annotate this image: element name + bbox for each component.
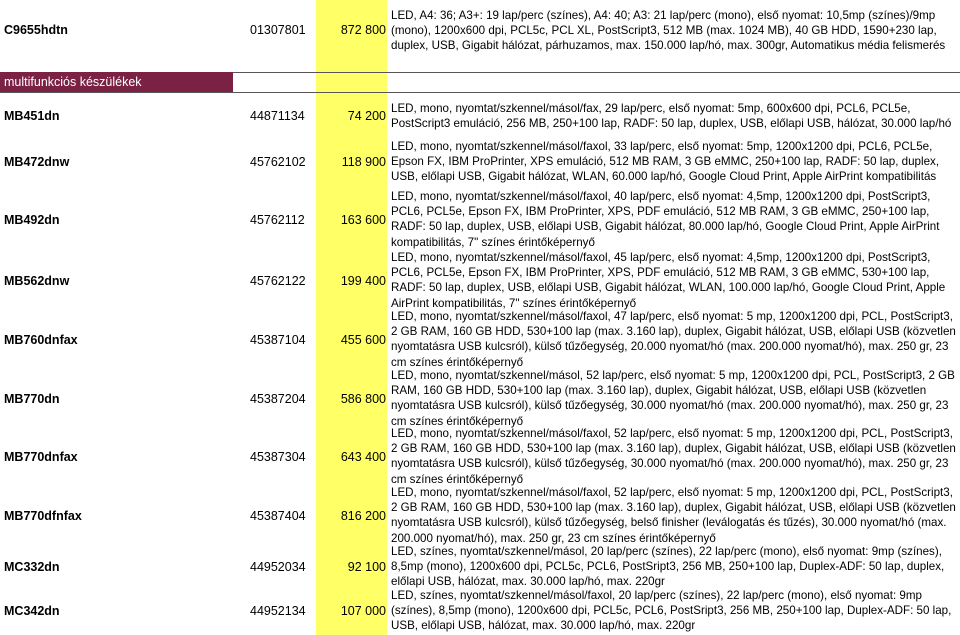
code-cell: 45762102 bbox=[250, 155, 306, 169]
description-cell bbox=[391, 139, 958, 185]
description-line: LED, mono, nyomtat/szkennel/másol/faxol, 45 lap/perc, első nyomat: 4,5mp, 1200x1200 dpi, PostScript3, bbox=[391, 251, 931, 264]
model-cell: MB451dn bbox=[4, 109, 60, 123]
table-row bbox=[0, 97, 960, 135]
model-cell: MB770dn bbox=[4, 392, 60, 406]
code-cell: 45387204 bbox=[250, 392, 306, 406]
description-line: LED, A4: 36; A3+: 19 lap/perc (színes), A4: 40; A3: 21 lap/perc (mono), első nyomat: 10,5mp (színes)/9mp bbox=[391, 9, 936, 22]
description-line: 2 GB RAM, 160 GB HDD, 530+100 lap (max. 3.160 lap), duplex, Gigabit hálózat, USB, előlapi USB (közvetlen bbox=[391, 501, 956, 515]
description-cell bbox=[391, 426, 958, 487]
description-line: LED, mono, nyomtat/szkennel/másol/faxol, 33 lap/perc, első nyomat: 5mp, 1200x1200 dpi, PCL6, PCL5e, bbox=[391, 140, 933, 153]
model-cell: MC332dn bbox=[4, 560, 60, 574]
description-line: nyomtatásra USB kulcsról), külső tűzőegység, 30.000 nyomat/hó (max. 200.000 nyomat/hó), max. 250 gr, 23 bbox=[391, 457, 949, 471]
code-cell: 45387104 bbox=[250, 333, 306, 347]
description-line: PCL6, PCL5e, Epson FX, IBM ProPrinter, XPS, PDF emuláció, 512 MB RAM, 3 GB eMMC, 250+100 lap, bbox=[391, 205, 930, 219]
description-line: AirPrint kompatibilitás, 7" színes érintőképernyő bbox=[391, 296, 637, 310]
code-cell: 45387404 bbox=[250, 509, 306, 523]
description-line: LED, mono, nyomtat/szkennel/másol/faxol, 52 lap/perc, első nyomat: 5 mp, 1200x1200 dpi, PCL, PostScript3, bbox=[391, 427, 953, 440]
description-cell bbox=[391, 8, 958, 54]
description-line: (mono), 1200x600 dpi, PCL5c, PCL XL, PostScript3, 512 MB (max. 1024 MB), 40 GB HDD, 1590+230 lap, bbox=[391, 24, 937, 38]
description-line: LED, mono, nyomtat/szkennel/másol, 52 lap/perc, első nyomat: 5 mp, 1200x1200 dpi, PCL, PostScript3, 2 GB bbox=[391, 369, 955, 382]
price-cell: 74 200 bbox=[347, 109, 386, 123]
price-cell: 643 400 bbox=[340, 450, 386, 464]
model-cell: MB760dnfax bbox=[4, 333, 78, 347]
price-cell: 455 600 bbox=[340, 333, 386, 347]
description-cell bbox=[391, 250, 958, 311]
description-line: LED, színes, nyomtat/szkennel/másol, 20 lap/perc (színes), 22 lap/perc (mono), első nyomat: 9mp (színes), bbox=[391, 545, 942, 558]
description-line: LED, mono, nyomtat/szkennel/másol/faxol, 47 lap/perc, első nyomat: 5 mp, 1200x1200 dpi, PCL, PostScript3, bbox=[391, 310, 953, 323]
price-cell: 118 900 bbox=[341, 155, 386, 169]
description-line: Epson FX, IBM ProPrinter, XPS emuláció, 512 MB RAM, 3 GB eMMC, 250+100 lap, RADF: 50 lap, duplex, bbox=[391, 155, 940, 169]
code-cell: 45387304 bbox=[250, 450, 306, 464]
description-cell bbox=[391, 309, 958, 370]
description-cell bbox=[391, 588, 958, 634]
table-row bbox=[0, 250, 960, 312]
model-cell: MB770dnfax bbox=[4, 450, 78, 464]
description-line: RADF: 50 lap, duplex, USB, előlapi USB, Gigabit hálózat, WLAN, 100.000 lap/hó, Google Cloud Print, Apple bbox=[391, 281, 946, 295]
description-line: USB, előlapi USB, hálózat, max. 30.000 lap/hó, max. 220gr bbox=[391, 619, 696, 633]
description-line: PCL6, PCL5e, Epson FX, IBM ProPrinter, XPS, PDF emuláció, 512 MB RAM, 3 GB eMMC, 530+100 lap, bbox=[391, 266, 930, 280]
code-cell: 01307801 bbox=[250, 23, 306, 37]
table-row bbox=[0, 485, 960, 547]
description-line: 2 GB RAM, 160 GB HDD, 530+100 lap (max. 3.160 lap), duplex, Gigabit hálózat, USB, előlapi USB (közvetlen bbox=[391, 442, 956, 456]
model-cell: MB770dfnfax bbox=[4, 509, 82, 523]
description-line: cm színes érintőképernyő bbox=[391, 472, 524, 486]
code-cell: 44871134 bbox=[250, 109, 305, 123]
model-cell: C9655hdtn bbox=[4, 23, 68, 37]
description-cell bbox=[391, 189, 958, 250]
price-cell: 199 400 bbox=[340, 274, 386, 288]
code-cell: 44952134 bbox=[250, 604, 306, 618]
description-line: kompatibilitás, 7" színes érintőképernyő bbox=[391, 235, 595, 249]
description-line: USB, előlapi USB, Gigabit hálózat, WLAN, 60.000 lap/hó, Google Cloud Print, Apple AirPrint kompatibilitás bbox=[391, 170, 937, 184]
description-line: 8,5mp (mono), 1200x600 dpi, PCL5c, PCL6, PostSript3, 256 MB, 250+100 lap, Duplex-ADF: 50 lap, duplex, bbox=[391, 560, 945, 574]
price-cell: 107 000 bbox=[340, 604, 386, 618]
description-line: cm színes érintőképernyő bbox=[391, 355, 524, 369]
table-row bbox=[0, 189, 960, 251]
description-line: duplex, USB, Gigabit hálózat, párhuzamos, max. 150.000 lap/hó, max. 300gr, Automatikus média felismerés bbox=[391, 39, 946, 53]
description-line: nyomtatásra USB kulcsról), külső tűzőegység, 20.000 nyomat/hó (max. 200.000 nyomat/hó), max. 250 gr, 23 bbox=[391, 340, 949, 354]
table-row bbox=[0, 0, 960, 60]
price-cell: 816 200 bbox=[340, 509, 386, 523]
description-cell bbox=[391, 544, 958, 590]
section-divider bbox=[233, 72, 960, 73]
description-line: 200.000 nyomat/hó), max. 250 gr, 23 cm színes érintőképernyő bbox=[391, 531, 716, 545]
description-line: (színes), 8,5mp (mono), 1200x600 dpi, PCL5c, PCL6, PostSript3, 256 MB, 250+100 lap, Duplex-ADF: 50 lap, bbox=[391, 604, 952, 618]
section-divider bbox=[0, 92, 960, 93]
model-cell: MB472dnw bbox=[4, 155, 70, 169]
description-cell bbox=[391, 101, 958, 131]
code-cell: 45762122 bbox=[250, 274, 306, 288]
section-header: multifunkciós készülékek bbox=[0, 72, 233, 92]
code-cell: 44952034 bbox=[250, 560, 306, 574]
description-line: cm színes érintőképernyő bbox=[391, 414, 524, 428]
description-cell bbox=[391, 485, 958, 546]
table-row bbox=[0, 588, 960, 634]
description-line: PostScript3 emuláció, 256 MB, 250+100 lap, RADF: 50 lap, duplex, USB, előlapi USB, hálózat, 30.000 lap/hó bbox=[391, 117, 952, 131]
price-cell: 586 800 bbox=[340, 392, 386, 406]
description-line: LED, mono, nyomtat/szkennel/másol/faxol, 52 lap/perc, első nyomat: 5 mp, 1200x1200 dpi, PCL, PostScript3, bbox=[391, 486, 953, 499]
description-line: nyomtatásra USB kulcsról), külső tűzőegység, belső finisher (leválogatás és tűzés), 30.000 nyomat/hó (max. bbox=[391, 516, 947, 530]
price-cell: 92 100 bbox=[347, 560, 386, 574]
model-cell: MC342dn bbox=[4, 604, 60, 618]
description-line: LED, mono, nyomtat/szkennel/másol/faxol, 40 lap/perc, első nyomat: 4,5mp, 1200x1200 dpi, PostScript3, bbox=[391, 190, 931, 203]
description-line: LED, színes, nyomtat/szkennel/másol/faxol, 20 lap/perc (színes), 22 lap/perc (mono), első nyomat: 9mp bbox=[391, 589, 922, 602]
description-line: RAM, 160 GB HDD, 530+100 lap (max. 3.160 lap), duplex, Gigabit hálózat, USB, előlapi USB (közvetlen bbox=[391, 384, 927, 398]
description-line: 2 GB RAM, 160 GB HDD, 530+100 lap (max. 3.160 lap), duplex, Gigabit hálózat, USB, előlapi USB (közvetlen bbox=[391, 325, 956, 339]
description-line: LED, mono, nyomtat/szkennel/másol/fax, 29 lap/perc, első nyomat: 5mp, 600x600 dpi, PCL6, PCL5e, bbox=[391, 102, 911, 115]
description-line: nyomtatásra USB kulcsról), külső tűzőegység, 30.000 nyomat/hó (max. 200.000 nyomat/hó), max. 250 gr, 23 bbox=[391, 399, 949, 413]
price-cell: 163 600 bbox=[340, 213, 386, 227]
description-line: előlapi USB, hálózat, max. 30.000 lap/hó, max. 220gr bbox=[391, 575, 665, 589]
description-line: RADF: 50 lap, duplex, USB, előlapi USB, Gigabit hálózat, 80.000 lap/hó, Google Cloud Print, Apple AirPrint bbox=[391, 220, 940, 234]
code-cell: 45762112 bbox=[250, 213, 305, 227]
table-row bbox=[0, 309, 960, 371]
table-row bbox=[0, 139, 960, 185]
model-cell: MB562dnw bbox=[4, 274, 70, 288]
model-cell: MB492dn bbox=[4, 213, 60, 227]
table-row bbox=[0, 368, 960, 430]
table-row bbox=[0, 426, 960, 488]
table-row bbox=[0, 544, 960, 590]
price-cell: 872 800 bbox=[340, 23, 386, 37]
description-cell bbox=[391, 368, 958, 429]
